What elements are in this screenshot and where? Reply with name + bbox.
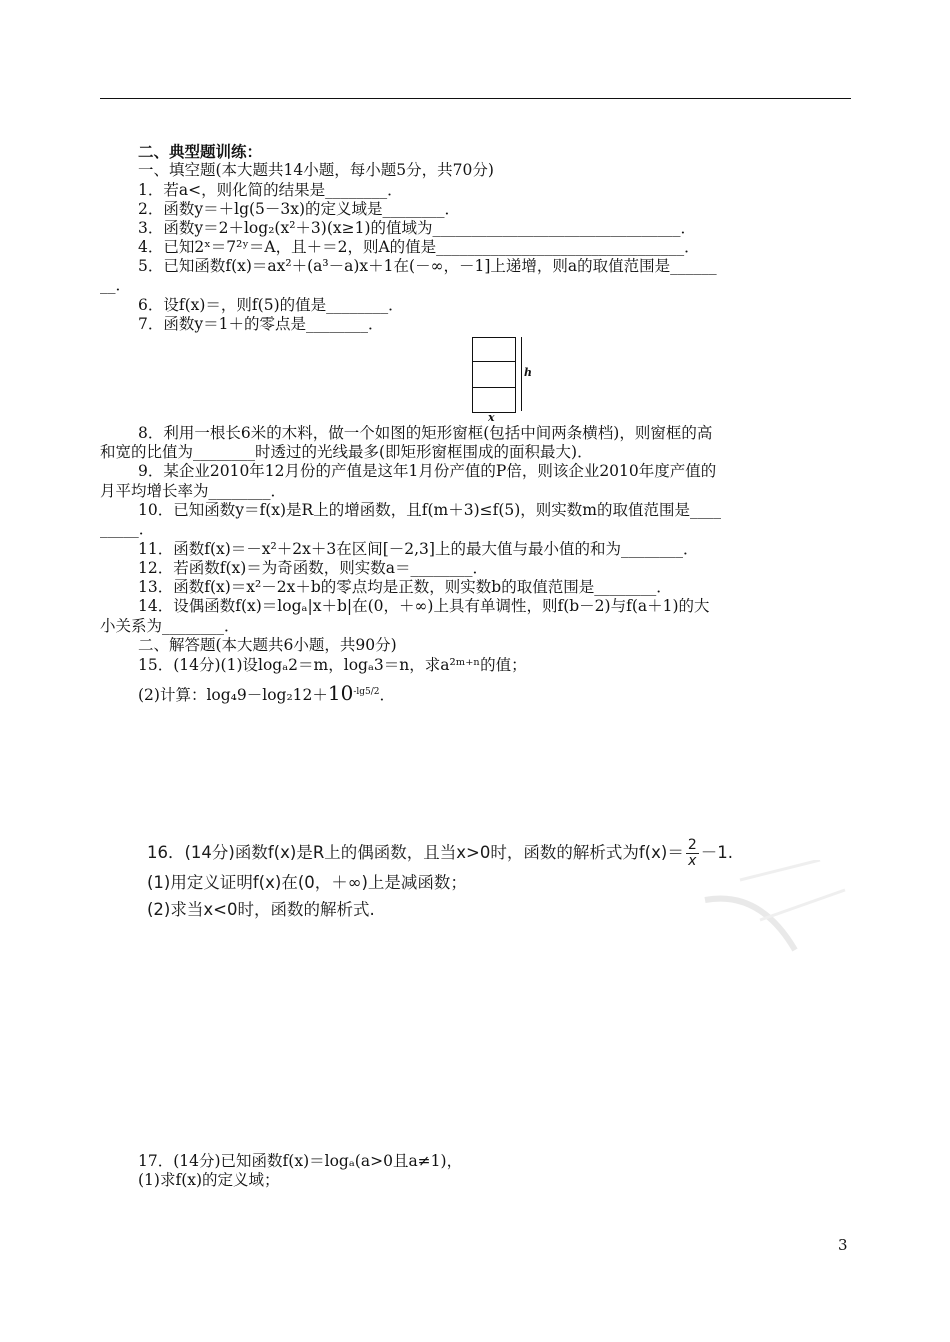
frame-crossbar: [472, 387, 515, 388]
question-5: 5．已知函数f(x)＝ax²＋(a³－a)x＋1在(－∞，－1]上递增，则a的取值范围是______: [138, 257, 717, 275]
q16-frac-den: x: [688, 853, 697, 869]
question-17-part1: (1)求f(x)的定义域；: [138, 1171, 280, 1189]
header-rule: [100, 98, 851, 99]
question-1: 1．若a<，则化简的结果是________．: [138, 181, 403, 199]
question-17: 17．(14分)已知函数f(x)＝logₐ(a>0且a≠1)，: [138, 1152, 463, 1170]
question-9: 9．某企业2010年12月份的产值是这年1月份产值的P倍，则该企业2010年度产值的: [138, 462, 717, 480]
height-label: h: [524, 366, 532, 379]
question-8-cont: 和宽的比值为________时透过的光线最多(即矩形窗框围成的面积最大)．: [100, 443, 593, 461]
q16-part2: (2)求当x<0时，函数的解析式.: [147, 900, 375, 919]
question-2: 2．函数y＝＋lg(5－3x)的定义域是________．: [138, 200, 461, 218]
question-12: 12．若函数f(x)＝为奇函数，则实数a＝________．: [138, 559, 489, 577]
question-9-cont: 月平均增长率为________．: [100, 482, 287, 500]
question-8: 8．利用一根长6米的木料，做一个如图的矩形窗框(包括中间两条横档)，则窗框的高: [138, 424, 713, 442]
q15-expression: (2)计算：log₄9－log₂12＋: [138, 686, 328, 704]
window-frame-figure: [470, 335, 530, 425]
question-10: 10．已知函数y＝f(x)是R上的增函数，且f(m＋3)≤f(5)，则实数m的取值范围是____: [138, 501, 721, 519]
q16-stem: 16．(14分)函数f(x)是R上的偶函数，且当x>0时，函数的解析式为f(x)＝: [147, 843, 684, 862]
q16-frac-num: 2: [687, 837, 697, 853]
question-14-cont: 小关系为________．: [100, 617, 240, 635]
question-13: 13．函数f(x)＝x²－2x＋b的零点均是正数，则实数b的取值范围是________．: [138, 578, 672, 596]
question-11: 11．函数f(x)＝－x²＋2x＋3在区间[－2,3]上的最大值与最小值的和为________．: [138, 540, 699, 558]
page-number: 3: [838, 1236, 848, 1254]
q16-line1: [147, 838, 733, 869]
width-label: x: [488, 411, 495, 424]
q16-stem-end: －1.: [700, 843, 733, 862]
q16-part1: (1)用定义证明f(x)在(0，＋∞)上是减函数；: [147, 873, 467, 892]
fill-header: 一、填空题(本大题共14小题，每小题5分，共70分): [138, 161, 494, 179]
frame-outline: [472, 337, 516, 413]
question-10-cont: _____．: [100, 520, 155, 538]
question-7: 7．函数y＝1＋的零点是________．: [138, 315, 384, 333]
question-4: 4．已知2ˣ＝7²ʸ＝A，且＋＝2，则A的值是________________________________．: [138, 238, 700, 256]
q15-power-exponent: -lg5/2: [353, 686, 380, 697]
q15-power-base: 10: [327, 681, 354, 705]
question-6: 6．设f(x)＝，则f(5)的值是________．: [138, 296, 404, 314]
height-arrow: [521, 337, 522, 411]
q16-fraction: [686, 838, 699, 869]
question-16: [147, 838, 733, 923]
question-15-part1: 15．(14分)(1)设logₐ2＝m，logₐ3＝n，求a²ᵐ⁺ⁿ的值；: [138, 656, 527, 674]
question-15-part2: [138, 681, 396, 705]
question-14: 14．设偶函数f(x)＝logₐ|x＋b|在(0，＋∞)上具有单调性，则f(b－2)与f(a＋1)的大: [138, 597, 710, 615]
frame-crossbar: [472, 361, 515, 362]
watermark-swoosh: [700, 860, 850, 955]
answer-header: 二、解答题(本大题共6小题，共90分): [138, 636, 397, 654]
question-3: 3．函数y＝2＋log₂(x²＋3)(x≥1)的值域为________________________________．: [138, 219, 697, 237]
question-5-cont: __．: [100, 276, 132, 294]
q15-end: ．: [379, 686, 396, 704]
section-title: 二、典型题训练：: [138, 142, 263, 161]
